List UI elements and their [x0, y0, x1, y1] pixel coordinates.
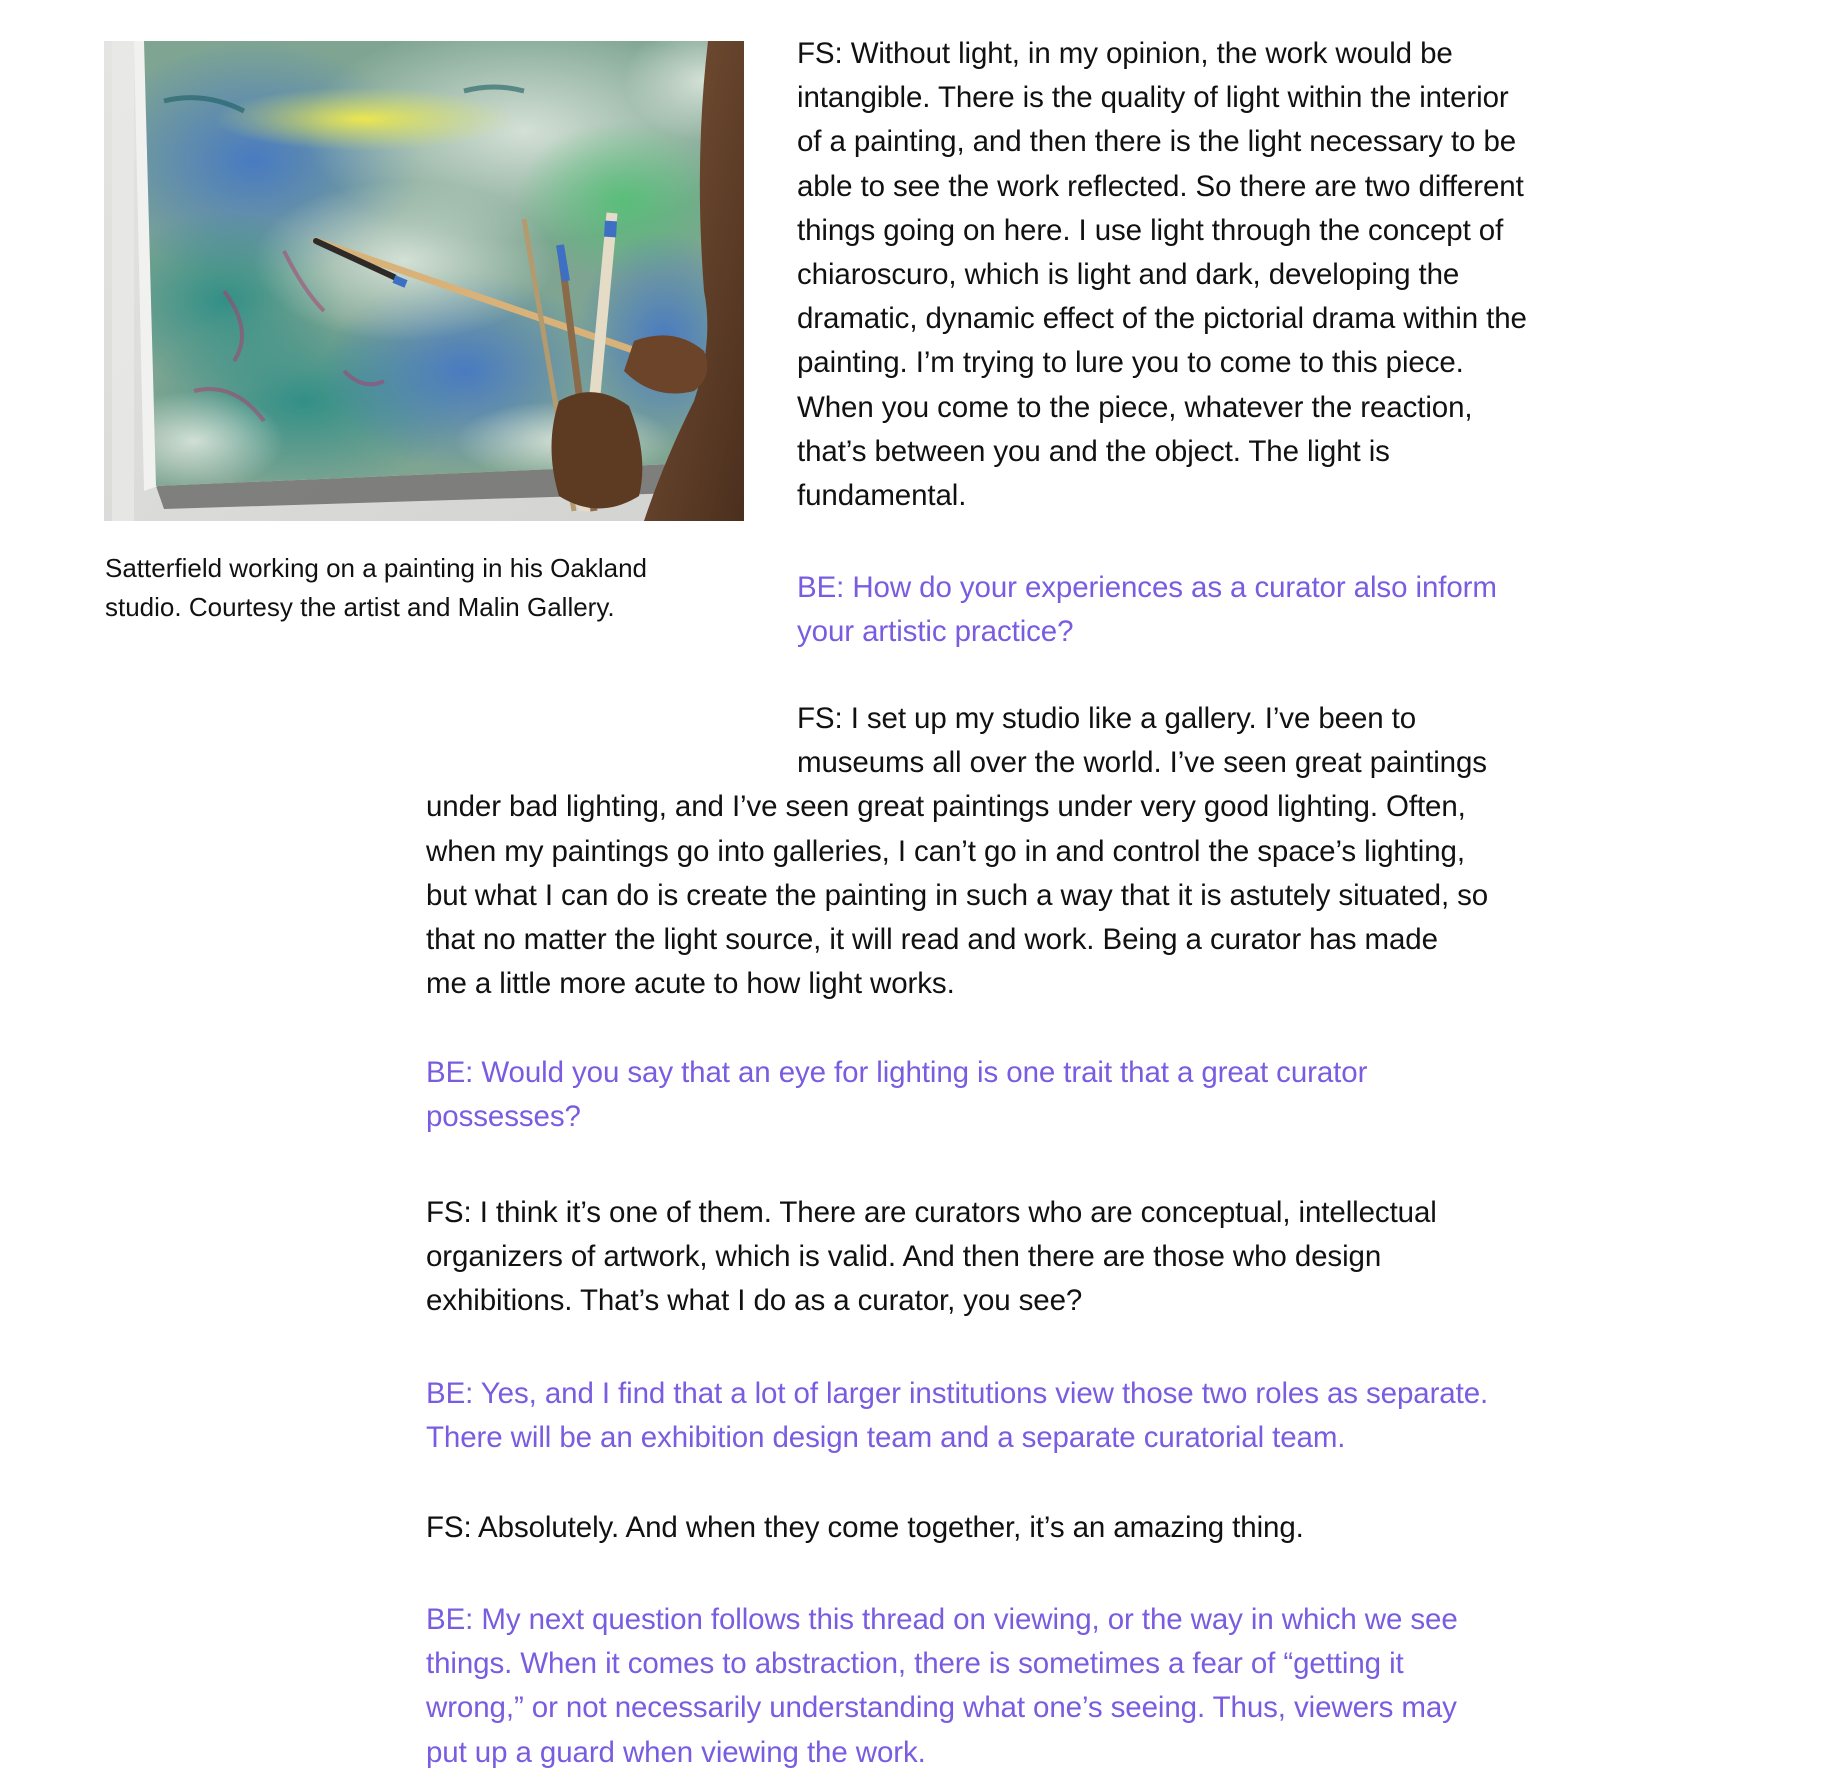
text-line: museums all over the world. I’ve seen great paintings: [797, 746, 1487, 780]
text-line: painting. I’m trying to lure you to come to this piece.: [797, 346, 1464, 380]
text-line: exhibitions. That’s what I do as a curator, you see?: [426, 1284, 1083, 1318]
figure-caption: [105, 549, 755, 627]
text-line: BE: Yes, and I find that a lot of larger institutions view those two roles as separate.: [426, 1377, 1489, 1410]
text-line: that’s between you and the object. The light is: [797, 434, 1390, 468]
text-line: organizers of artwork, which is valid. And then there are those who design: [426, 1240, 1382, 1274]
text-line: but what I can do is create the painting in such a way that it is astutely situated, so: [426, 878, 1489, 912]
text-line: intangible. There is the quality of light within the interior: [797, 81, 1509, 115]
text-line: BE: My next question follows this thread on viewing, or the way in which we see: [426, 1603, 1458, 1636]
text-line: dramatic, dynamic effect of the pictorial drama within the: [797, 302, 1527, 336]
caption-line: studio. Courtesy the artist and Malin Gallery.: [105, 592, 615, 622]
question-paragraph: [426, 1372, 1488, 1460]
question-paragraph: [797, 566, 1497, 654]
text-line: FS: Absolutely. And when they come together, it’s an amazing thing.: [426, 1511, 1304, 1544]
text-line: your artistic practice?: [797, 615, 1074, 649]
text-line: possesses?: [426, 1100, 581, 1134]
text-line: me a little more acute to how light works.: [426, 967, 955, 1001]
question-paragraph: [426, 1598, 1458, 1775]
answer-paragraph: [426, 697, 1488, 1006]
text-line: when my paintings go into galleries, I can’t go in and control the space’s lighting,: [426, 834, 1465, 868]
text-line: of a painting, and then there is the light necessary to be: [797, 125, 1517, 159]
text-line: fundamental.: [797, 478, 967, 512]
text-line: There will be an exhibition design team and a separate curatorial team.: [426, 1421, 1346, 1455]
text-line: that no matter the light source, it will read and work. Being a curator has made: [426, 922, 1438, 956]
studio-painting-photo-icon: [104, 41, 744, 521]
answer-paragraph: [426, 1506, 1304, 1550]
question-paragraph: [426, 1051, 1367, 1139]
text-line: things. When it comes to abstraction, there is sometimes a fear of “getting it: [426, 1647, 1404, 1681]
caption-line: Satterfield working on a painting in his Oakland: [105, 553, 647, 583]
text-line: BE: How do your experiences as a curator also inform: [797, 571, 1497, 604]
studio-photo: [104, 41, 744, 521]
text-line: able to see the work reflected. So there are two different: [797, 169, 1524, 203]
text-line: things going on here. I use light through the concept of: [797, 213, 1504, 247]
answer-paragraph: [797, 32, 1527, 518]
text-line: When you come to the piece, whatever the reaction,: [797, 390, 1473, 424]
text-line: wrong,” or not necessarily understanding what one’s seeing. Thus, viewers may: [426, 1691, 1457, 1725]
text-line: under bad lighting, and I’ve seen great paintings under very good lighting. Often,: [426, 790, 1466, 824]
text-line: chiaroscuro, which is light and dark, developing the: [797, 257, 1460, 291]
text-line: FS: I think it’s one of them. There are curators who are conceptual, intellectual: [426, 1196, 1437, 1229]
text-line: put up a guard when viewing the work.: [426, 1735, 926, 1769]
text-line: FS: Without light, in my opinion, the work would be: [797, 37, 1453, 70]
text-line: BE: Would you say that an eye for lighting is one trait that a great curator: [426, 1056, 1368, 1089]
answer-paragraph: [426, 1191, 1437, 1324]
text-line: FS: I set up my studio like a gallery. I’ve been to: [797, 702, 1417, 735]
